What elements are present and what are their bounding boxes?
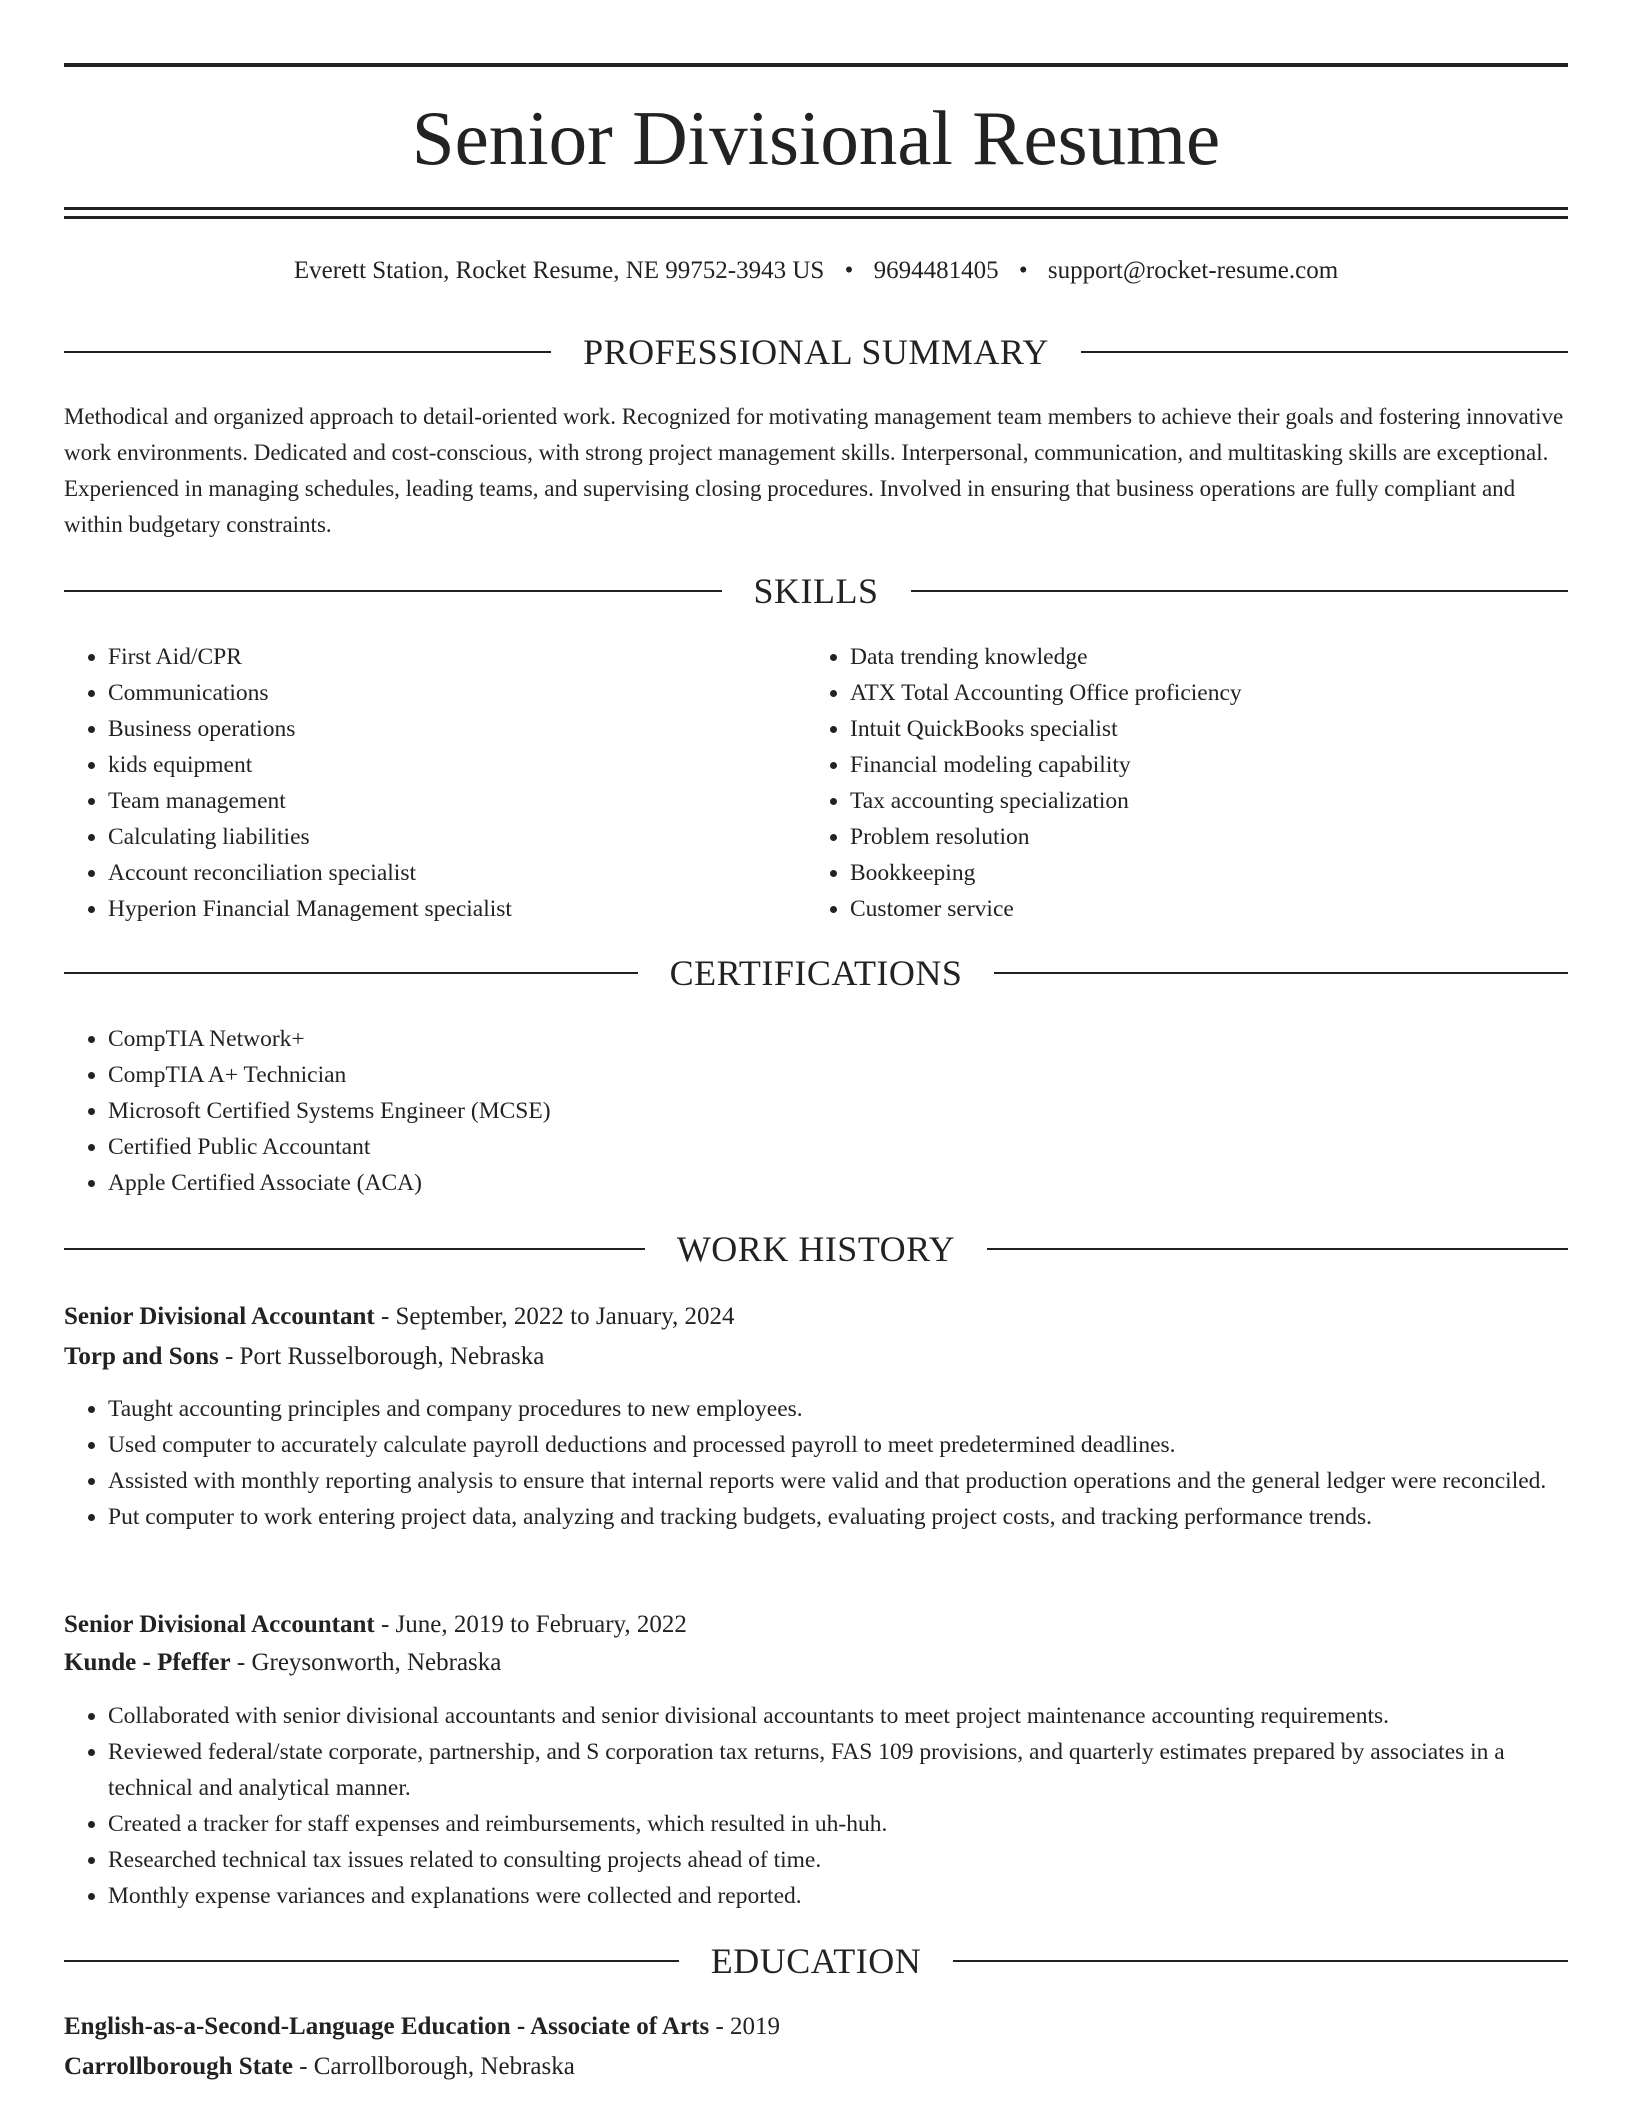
skill-item: • Calculating liabilities — [108, 819, 784, 855]
education-heading — [64, 1936, 1568, 1986]
job-2-bullets — [64, 1698, 1568, 1914]
skill-item: • Hyperion Financial Management specialist — [108, 891, 784, 927]
job-2-dates: - June, 2019 to February, 2022 — [374, 1611, 687, 1638]
skill-item: • Financial modeling capability — [850, 747, 1566, 783]
contact-separator: • — [1018, 257, 1028, 284]
certifications-block — [64, 1021, 1064, 1201]
job-1-company: Torp and Sons — [64, 1343, 219, 1370]
education-degree: English-as-a-Second-Language Education - Associate of Arts — [64, 2013, 710, 2040]
skill-item: • Business operations — [108, 711, 784, 747]
skills-list-right — [806, 639, 1566, 927]
certifications-list — [64, 1021, 1064, 1201]
job-2-title: Senior Divisional Accountant — [64, 1611, 375, 1638]
certifications-heading — [64, 948, 1568, 998]
heading-rule — [64, 351, 551, 353]
work-heading-label: WORK HISTORY — [676, 1229, 956, 1269]
contact-address: Everett Station, Rocket Resume, NE 99752-3943 US — [293, 257, 825, 284]
skills-list-left — [64, 639, 784, 927]
certifications-heading-label: CERTIFICATIONS — [669, 953, 963, 993]
education-school: Carrollborough State — [64, 2053, 293, 2080]
job-bullet: • Collaborated with senior divisional accountants and senior divisional accountants to meet project maintenance accounting requirements. — [108, 1698, 1568, 1734]
skills-heading-label: SKILLS — [753, 571, 879, 611]
heading-rule — [911, 590, 1569, 592]
job-2-company: Kunde - Pfeffer — [64, 1649, 231, 1676]
job-1-title-line — [64, 1299, 1568, 1335]
job-bullet: • Used computer to accurately calculate payroll deductions and processed payroll to meet predetermined deadlines. — [108, 1427, 1568, 1463]
certification-item: • CompTIA Network+ — [108, 1021, 1064, 1057]
skill-item: • Tax accounting specialization — [850, 783, 1566, 819]
job-bullet: • Assisted with monthly reporting analysis to ensure that internal reports were valid and that production operations and the general ledger were reconciled. — [108, 1463, 1568, 1499]
skills-column-right — [806, 639, 1566, 927]
certification-item: • Certified Public Accountant — [108, 1129, 1064, 1165]
summary-text: Methodical and organized approach to detail-oriented work. Recognized for motivating management team members to achieve their goals and fostering innovative work environments. Dedicated and cost-conscious, with strong project management skills. Interpersonal, communication, and multitasking skills are exceptional. Experienced in managing schedules, leading teams, and supervising closing procedures. Involved in ensuring that business operations are fully compliant and within budgetary constraints. — [64, 404, 1564, 537]
skill-item: • Data trending knowledge — [850, 639, 1566, 675]
education-degree-line — [64, 2009, 1568, 2045]
job-1-dates: - September, 2022 to January, 2024 — [374, 1303, 735, 1330]
heading-rule — [64, 972, 638, 974]
education-heading-label: EDUCATION — [710, 1941, 922, 1981]
contact-line — [64, 254, 1568, 288]
contact-separator: • — [844, 257, 854, 284]
skill-item: • kids equipment — [108, 747, 784, 783]
heading-rule — [64, 1960, 679, 1962]
skill-item: • ATX Total Accounting Office proficiency — [850, 675, 1566, 711]
contact-email: support@rocket-resume.com — [1047, 257, 1339, 284]
top-rule — [64, 63, 1568, 67]
skill-item: • Communications — [108, 675, 784, 711]
education-school-line — [64, 2049, 1568, 2085]
job-1-location: - Port Russelborough, Nebraska — [218, 1343, 545, 1370]
summary-heading — [64, 327, 1568, 377]
education-year: - 2019 — [709, 2013, 781, 2040]
job-1-company-line — [64, 1339, 1568, 1375]
job-2-company-line — [64, 1645, 1568, 1681]
heading-rule — [987, 1248, 1568, 1250]
title-rule-lower — [64, 216, 1568, 219]
job-bullet: • Monthly expense variances and explanations were collected and reported. — [108, 1878, 1568, 1914]
job-2-location: - Greysonworth, Nebraska — [230, 1649, 502, 1676]
job-2-title-line — [64, 1607, 1568, 1643]
skill-item: • Team management — [108, 783, 784, 819]
heading-rule — [64, 590, 722, 592]
skill-item: • Problem resolution — [850, 819, 1566, 855]
job-1-bullets — [64, 1391, 1568, 1535]
certification-item: • CompTIA A+ Technician — [108, 1057, 1064, 1093]
job-2-bullet-list — [64, 1698, 1568, 1914]
work-heading — [64, 1224, 1568, 1274]
job-bullet: • Reviewed federal/state corporate, partnership, and S corporation tax returns, FAS 109 provisions, and quarterly estimates prepared by associates in a technical and analytical manner. — [108, 1734, 1568, 1806]
skill-item: • First Aid/CPR — [108, 639, 784, 675]
summary-heading-label: PROFESSIONAL SUMMARY — [583, 332, 1049, 372]
job-bullet: • Put computer to work entering project data, analyzing and tracking budgets, evaluating project costs, and tracking performance trends. — [108, 1499, 1568, 1535]
heading-rule — [64, 1248, 645, 1250]
skill-item: • Customer service — [850, 891, 1566, 927]
job-bullet: • Researched technical tax issues related to consulting projects ahead of time. — [108, 1842, 1568, 1878]
contact-phone: 9694481405 — [873, 257, 999, 284]
heading-rule — [1081, 351, 1568, 353]
skill-item: • Intuit QuickBooks specialist — [850, 711, 1566, 747]
job-1-bullet-list — [64, 1391, 1568, 1535]
job-bullet: • Taught accounting principles and company procedures to new employees. — [108, 1391, 1568, 1427]
job-bullet: • Created a tracker for staff expenses and reimbursements, which resulted in uh-huh. — [108, 1806, 1568, 1842]
heading-rule — [994, 972, 1568, 974]
skills-column-left — [64, 639, 784, 927]
title-rule-upper — [64, 207, 1568, 210]
education-location: - Carrollborough, Nebraska — [292, 2053, 575, 2080]
certification-item: • Apple Certified Associate (ACA) — [108, 1165, 1064, 1201]
skill-item: • Account reconciliation specialist — [108, 855, 784, 891]
job-1-title: Senior Divisional Accountant — [64, 1303, 375, 1330]
certification-item: • Microsoft Certified Systems Engineer (MCSE) — [108, 1093, 1064, 1129]
heading-rule — [953, 1960, 1568, 1962]
skills-heading — [64, 566, 1568, 616]
skill-item: • Bookkeeping — [850, 855, 1566, 891]
resume-title: Senior Divisional Resume — [411, 95, 1221, 181]
